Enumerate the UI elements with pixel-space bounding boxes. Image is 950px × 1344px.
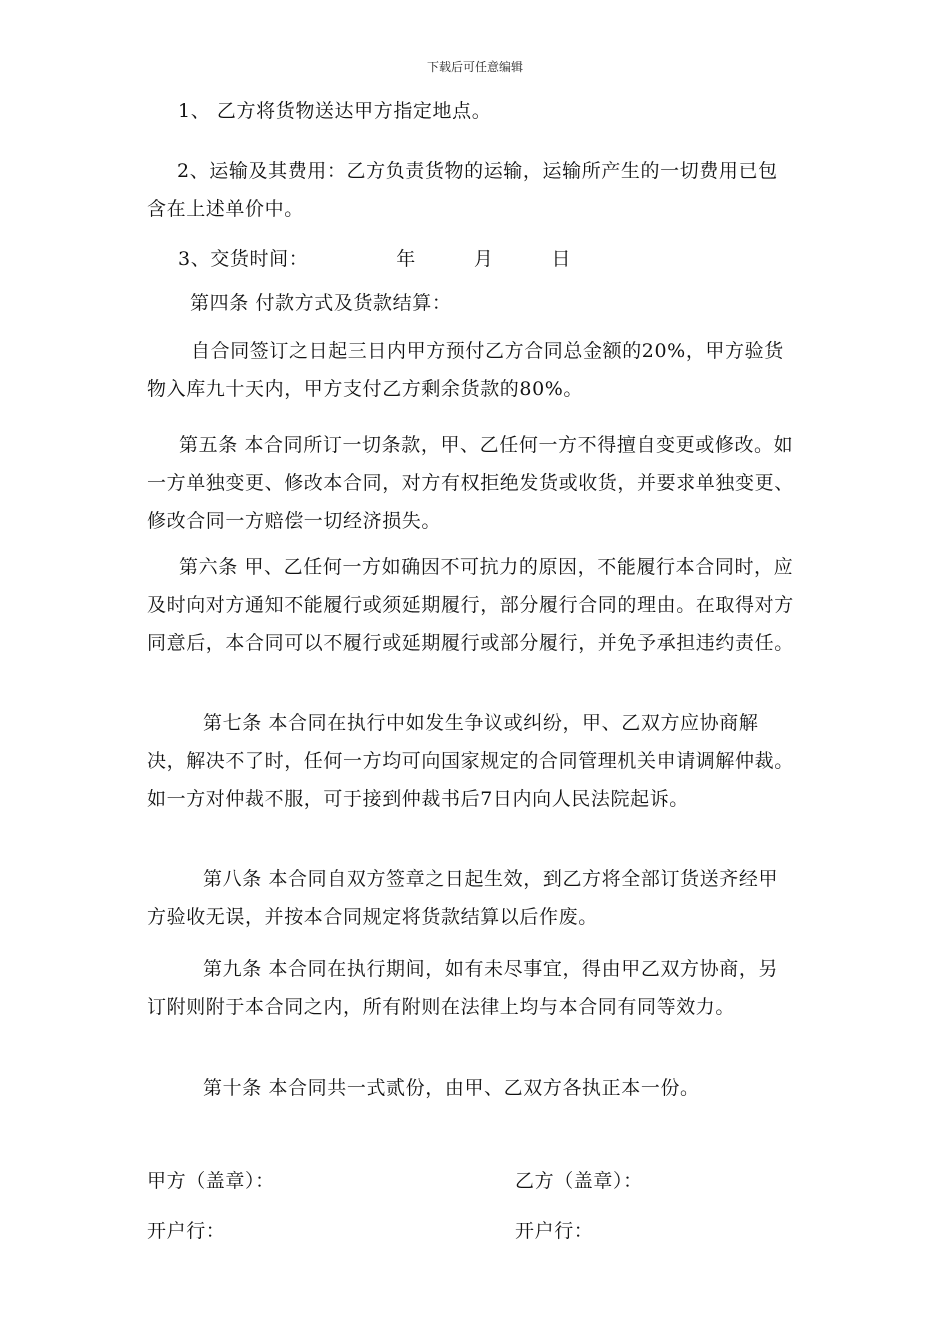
article-9: 第九条 本合同在执行期间，如有未尽事宜，得由甲乙双方协商，另订附则附于本合同之内，所有附则在法律上均与本合同有同等效力。 — [147, 958, 779, 1018]
party-a-seal-label: 甲方（盖章）： — [147, 1170, 275, 1192]
article-4-body: 自合同签订之日起三日内甲方预付乙方合同总金额的20%，甲方验货物入库九十天内，甲方支付乙方剩余货款的80%。 — [147, 340, 784, 400]
item-3-label: 3、交货时间： — [178, 248, 309, 270]
party-b-seal-label: 乙方（盖章）： — [515, 1170, 643, 1192]
article-5: 第五条 本合同所订一切条款，甲、乙任何一方不得擅自变更或修改。如一方单独变更、修改本合同，对方有权拒绝发货或收货，并要求单独变更、修改合同一方赔偿一切经济损失。 — [147, 434, 794, 532]
item-3-month: 月 — [473, 248, 494, 270]
item-3-day: 日 — [551, 248, 572, 270]
article-8: 第八条 本合同自双方签章之日起生效，到乙方将全部订货送齐经甲方验收无误，并按本合同规定将货款结算以后作废。 — [147, 868, 779, 928]
party-a-bank-label: 开户行： — [147, 1220, 226, 1242]
article-7: 第七条 本合同在执行中如发生争议或纠纷，甲、乙双方应协商解决，解决不了时，任何一方均可向国家规定的合同管理机关申请调解仲裁。如一方对仲裁不服，可于接到仲裁书后7日内向人民法院起诉。 — [147, 712, 794, 810]
article-6: 第六条 甲、乙任何一方如确因不可抗力的原因，不能履行本合同时，应及时向对方通知不能履行或须延期履行，部分履行合同的理由。在取得对方同意后，本合同可以不履行或延期履行或部分履行，并免予承担违约责任。 — [147, 556, 794, 654]
item-2: 2、运输及其费用：乙方负责货物的运输，运输所产生的一切费用已包含在上述单价中。 — [147, 160, 778, 220]
item-3-year: 年 — [396, 248, 416, 270]
party-b-bank-label: 开户行： — [515, 1220, 594, 1242]
item-1: 1、 乙方将货物送达甲方指定地点。 — [178, 100, 492, 122]
article-4-title: 第四条 付款方式及货款结算： — [190, 292, 452, 314]
article-10: 第十条 本合同共一式贰份，由甲、乙双方各执正本一份。 — [203, 1077, 700, 1099]
item-3 — [178, 244, 571, 271]
header-note: 下载后可任意编辑 — [426, 60, 523, 74]
